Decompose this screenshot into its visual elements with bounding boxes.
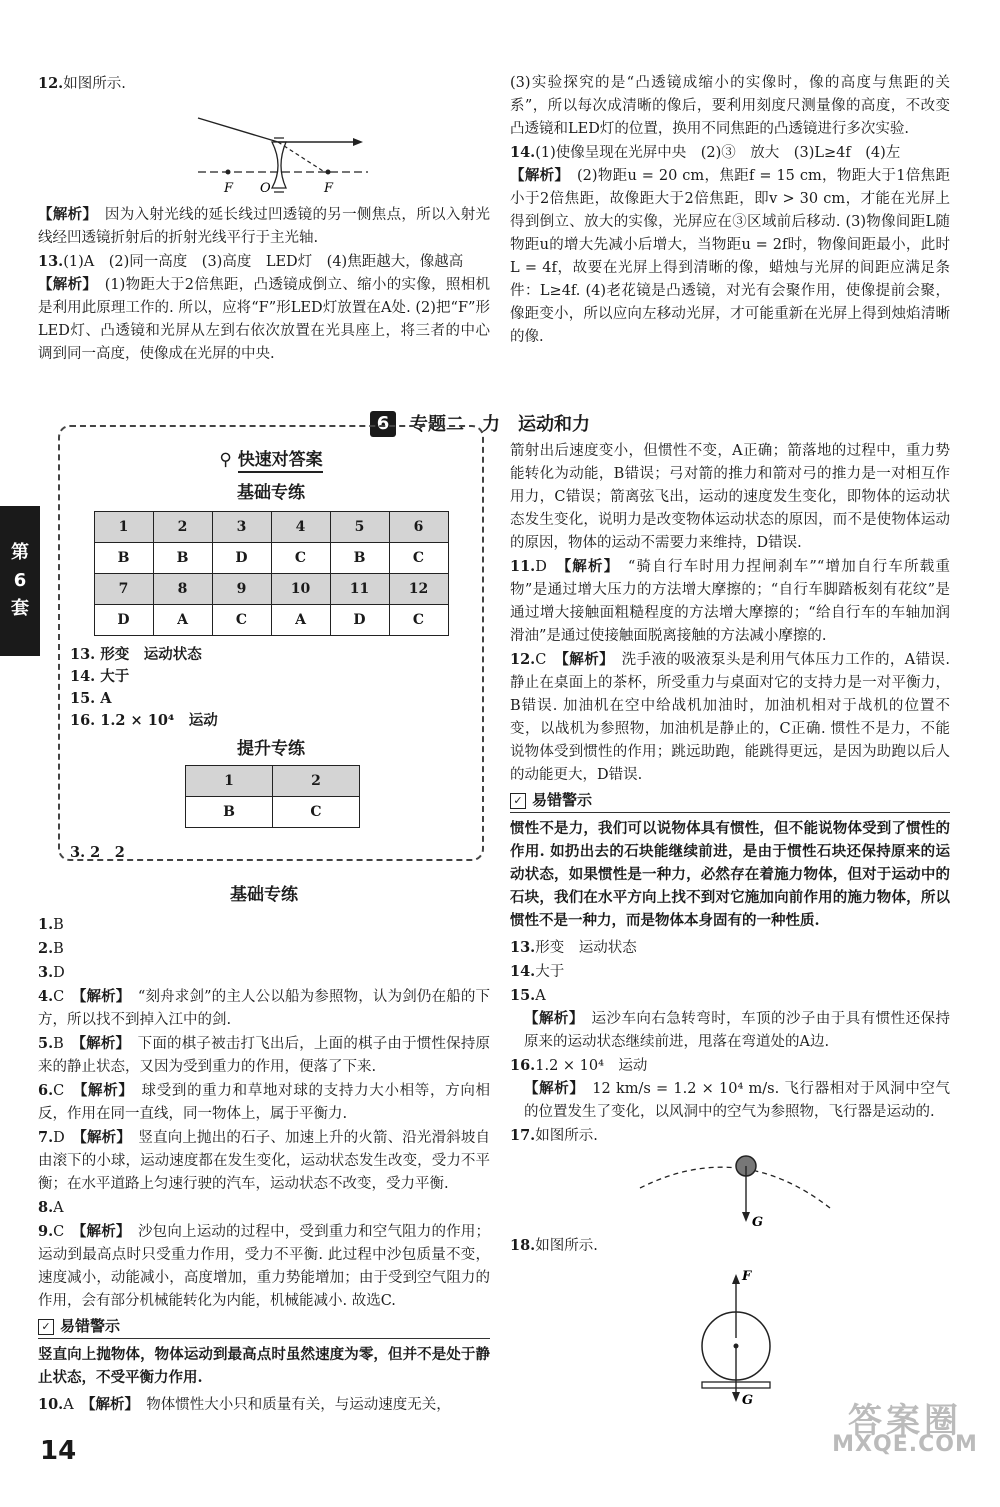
error-warning-text: 惯性不是力，我们可以说物体具有惯性，但不能说物体受到了惯性的作用. 如扔出去的石块能继续前进，是由于惯性石块还保持原来的运动状态，如果惯性是一种力，必然存在着施力物体，但对于运动中的石块，我们在水平方向上找不到对它施加向前作用的施力物体，所以惯性不是一种力，而是物体本身固有的一种性质. — [510, 820, 950, 929]
answer-item: 7.D 【解析】 竖直向上抛出的石子、加速上升的火箭、沿光滑斜坡自由滚下的小球，运动速度都在发生变化，运动状态发生改变，受力不平衡；在水平道路上匀速行驶的汽车，运动状态不改变，受力平衡. — [38, 1129, 491, 1192]
q13-line: 13.(1)A (2)同一高度 (3)高度 LED灯 (4)焦距越大，像越高 — [38, 253, 464, 270]
q13-analysis: 【解析】 (1)物距大于2倍焦距，凸透镜成倒立、缩小的实像，照相机是利用此原理工作的. 所以，应将“F”形LED灯放置在A处. (2)把“F”形LED灯、凸透镜和光屏从左到右依次放置在光具座上，将三者的中心调到同一高度，使像成在光屏的中央. — [38, 277, 491, 362]
side-tab — [0, 506, 40, 656]
center-label-o: O — [260, 181, 271, 196]
answer-item: 5.B 【解析】 下面的棋子被击打飞出后，上面的棋子由于惯性保持原来的静止状态，又因为受到重力的作用，便落了下来. — [38, 1035, 491, 1075]
answer-item: 9.C 【解析】 沙包向上运动的过程中，受到重力和空气阻力的作用；运动到最高点时只受重力作用，受力不平衡. 此过程中沙包质量不变，速度减小，动能减小，高度增加，重力势能增加；由于受到空气阻力的作用，会有部分机械能转化为内能，机械能减小. 故选C. — [38, 1223, 491, 1309]
answer-item: 6.C 【解析】 球受到的重力和草地对球的支持力大小相等，方向相反，作用在同一直线，同一物体上，属于平衡力. — [38, 1082, 491, 1122]
projectile-diagram — [510, 1148, 950, 1234]
error-warning-header: ✓ 易错警示 — [510, 789, 950, 813]
quick-answer-box — [58, 425, 484, 861]
basic-answer-table: 1 2 3 4 5 6 B B D C B C 7 8 9 10 11 12 D A C A D C — [94, 511, 449, 636]
concave-lens-diagram — [38, 96, 490, 204]
error-warning-header: ✓ 易错警示 — [38, 1315, 490, 1339]
left-column-bottom — [38, 878, 490, 1417]
q18-line: 18.如图所示. — [510, 1237, 598, 1254]
answer-item: 12.C 【解析】 洗手液的吸液泵头是利用气体压力工作的，A错误. 静止在桌面上的茶杯，所受重力与桌面对它的支持力是一对平衡力，B错误. 加油机在空中给战机加油时，加油机相对于战机的位置不变，以战机为参照物，加油机是静止的，C正确. 惯性不是力，不能说物体受到惯性的作用；跳远助跑，能跳得更远，是因为助跑以后人的动能更大，D错误. — [510, 651, 951, 783]
left-column — [38, 72, 490, 366]
gravity-label: G — [742, 1393, 754, 1408]
answer-item: 16.1.2 × 10⁴ 运动 — [510, 1057, 648, 1074]
advanced-subtitle: 提升专练 — [237, 739, 305, 759]
q14-line: 14.(1)使像呈现在光屏中央 (2)③ 放大 (3)L≥4f (4)左 — [510, 144, 901, 161]
ball-forces-diagram — [510, 1258, 950, 1408]
q13-cont: (3)实验探究的是“凸透镜成缩小的实像时，像的高度与焦距的关系”，所以每次成清晰的像后，要利用刻度尺测量像的高度，不改变凸透镜和LED灯的位置，换用不同焦距的凸透镜进行多次实验. — [510, 75, 950, 137]
answer-item: 14.大于 — [510, 963, 565, 980]
basic-subtitle: 基础专练 — [237, 483, 305, 503]
answer-item: 4.C 【解析】 “刻舟求剑”的主人公以船为参照物，认为剑仍在船的下方，所以找不到掉入江中的剑. — [38, 988, 491, 1028]
answer-item: 10.A 【解析】 物体惯性大小只和质量有关，与运动速度无关， — [38, 1396, 451, 1413]
set-badge: 6 — [370, 411, 396, 437]
quick-line: 16. 1.2 × 10⁴ 运动 — [70, 712, 218, 729]
q10-cont: 箭射出后速度变小，但惯性不变，A正确；箭落地的过程中，重力势能转化为动能，B错误；弓对箭的推力和箭对弓的推力是一对相互作用力，C错误；箭离弦飞出，运动的速度发生变化，即物体的运动状态发生变化，说明力是改变物体运动状态的原因，而不是使物体运动的原因，物体的运动不需要力来维持，D错误. — [510, 443, 950, 551]
q16-analysis: 【解析】 12 km/s = 1.2 × 10⁴ m/s. 飞行器相对于风洞中空气的位置发生了变化，以风洞中的空气为参照物，飞行器是运动的. — [524, 1081, 951, 1120]
error-warning-text: 竖直向上抛物体，物体运动到最高点时虽然速度为零，但并不是处于静止状态，不受平衡力作用. — [38, 1346, 490, 1386]
answer-item: 2.B — [38, 940, 64, 957]
quick-line: 14. 大于 — [70, 668, 130, 685]
answer-item: 13.形变 运动状态 — [510, 939, 637, 956]
watermark-logo: 答案圈 MXQE.COM — [832, 1401, 978, 1457]
q15-analysis: 【解析】 运沙车向右急转弯时，车顶的沙子由于具有惯性还保持原来的运动状态继续前进，甩落在弯道处的A边. — [524, 1011, 951, 1050]
right-column-mid — [510, 440, 950, 1408]
advanced-answer-table: 1 2 B C — [185, 765, 360, 828]
q12-line: 12.如图所示. — [38, 75, 126, 92]
q14-analysis: 【解析】 (2)物距u = 20 cm，焦距f = 15 cm，物距大于1倍焦距小于2倍焦距，故像距大于2倍焦距，即v > 30 cm，才能在光屏上得到倒立、放大的实像，光屏应在③区域前后移动. (3)物像间距L随物距u的增大先减小后增大，当物距u = 2f时，物像间距最小，此时L = 4f，故要在光屏上得到清晰的像，蜡烛与光屏的间距应满足条件：L≥4f. (4)老花镜是凸透镜，对光有会聚作用，使像提前会聚，像距变小，所以应向左移动光屏，才可能重新在光屏上得到烛焰清晰的像. — [510, 168, 950, 345]
quick-line: 13. 形变 运动状态 — [70, 646, 202, 663]
gravity-label: G — [752, 1215, 764, 1230]
figure-17 — [510, 1148, 950, 1234]
section-title: 专题二 力 运动和力 — [410, 413, 590, 435]
side-tab-char: 6 — [13, 570, 27, 591]
quick-answer-title: ⚲ 快速对答案 — [60, 449, 482, 472]
figure-12 — [38, 96, 490, 204]
warning-icon: ✓ — [38, 1319, 54, 1335]
side-tab-char: 第 — [11, 542, 29, 563]
q12-analysis: 【解析】 因为入射光线的延长线过凹透镜的另一侧焦点，所以入射光线经凹透镜折射后的折射光线平行于主光轴. — [38, 207, 491, 246]
focus-label-f-right: F — [324, 181, 334, 196]
answer-item: 15.A — [510, 987, 546, 1004]
answer-item: 1.B — [38, 916, 64, 933]
page-number: 14 — [40, 1436, 77, 1466]
answer-item: 8.A — [38, 1199, 64, 1216]
side-tab-char: 套 — [11, 598, 29, 619]
focus-label-f: F — [224, 181, 234, 196]
answer-item: 17.如图所示. — [510, 1127, 598, 1144]
quick-line: 15. A — [70, 690, 112, 707]
right-column — [510, 72, 950, 349]
answer-item: 11.D 【解析】 “骑自行车时用力捏闸刹车”“增加自行车所载重物”是通过增大压力的方法增大摩擦的；“自行车脚踏板刻有花纹”是通过增大接触面粗糙程度的方法增大摩擦的；“给自行车的车轴加润滑油”是通过使接触面脱离接触的方法减小摩擦的. — [510, 558, 950, 644]
quick-line: 3. 2 2 — [70, 844, 125, 861]
answer-item: 3.D — [38, 964, 65, 981]
search-icon: ⚲ — [219, 450, 238, 470]
basic-section-title: 基础专练 — [230, 885, 298, 905]
figure-18 — [510, 1258, 950, 1408]
force-label: F — [742, 1269, 752, 1284]
warning-icon: ✓ — [510, 793, 526, 809]
